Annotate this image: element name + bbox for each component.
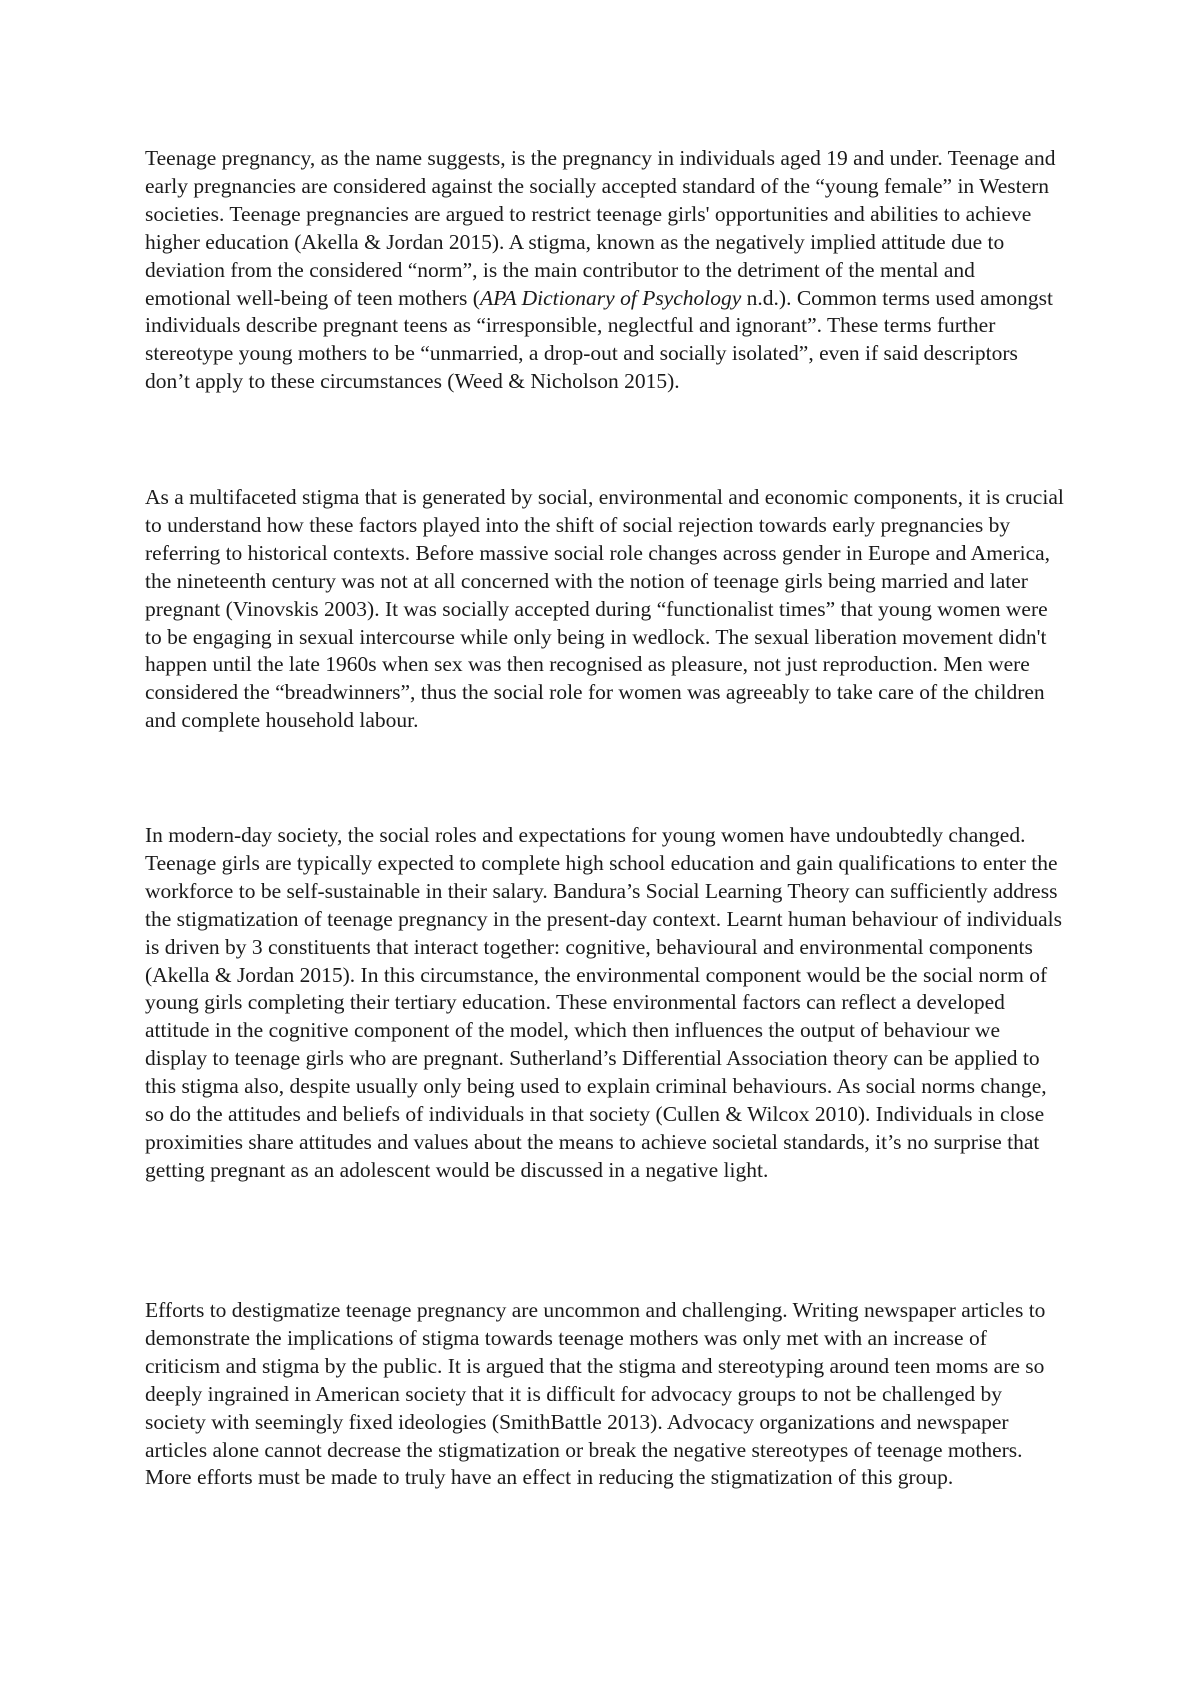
paragraph-3: In modern-day society, the social roles and expectations for young women have undoubtedly changed. Teenage girls are typically expected to complete high school education and gain qualifications to enter the workforce to be self-sustainable in their salary. Bandura’s Social Learning Theory can sufficiently address the stigmatization of teenage pregnancy in the present-day context. Learnt human behaviour of individuals is driven by 3 constituents that interact together: cognitive, behavioural and environmental components (Akella & Jordan 2015). In this circumstance, the environmental component would be the social norm of young girls completing their tertiary education. These environmental factors can reflect a developed attitude in the cognitive component of the model, which then influences the output of behaviour we display to teenage girls who are pregnant. Sutherland’s Differential Association theory can be applied to this stigma also, despite usually only being used to explain criminal behaviours. As social norms change, so do the attitudes and beliefs of individuals in that society (Cullen & Wilcox 2010). Individuals in close proximities share attitudes and values about the means to achieve societal standards, it’s no surprise that getting pregnant as an adolescent would be discussed in a negative light. xyxy=(145,823,1063,1182)
paragraph-4: Efforts to destigmatize teenage pregnancy are uncommon and challenging. Writing newspaper articles to demonstrate the implications of stigma towards teenage mothers was only met with an increase of criticism and stigma by the public. It is argued that the stigma and stereotyping around teen moms are so deeply ingrained in American society that it is difficult for advocacy groups to not be challenged by society with seemingly fixed ideologies (SmithBattle 2013). Advocacy organizations and newspaper articles alone cannot decrease the stigmatization or break the negative stereotypes of teenage mothers. More efforts must be made to truly have an effect in reducing the stigmatization of this group. xyxy=(145,1298,1046,1490)
paragraph-1 xyxy=(145,145,1065,396)
paragraph-2: As a multifaceted stigma that is generated by social, environmental and economic components, it is crucial to understand how these factors played into the shift of social rejection towards early pregnancies by referring to historical contexts. Before massive social role changes across gender in Europe and America, the nineteenth century was not at all concerned with the notion of teenage girls being married and later pregnant (Vinovskis 2003). It was socially accepted during “functionalist times” that young women were to be engaging in sexual intercourse while only being in wedlock. The sexual liberation movement didn't happen until the late 1960s when sex was then recognised as pleasure, not just reproduction. Men were considered the “breadwinners”, thus the social role for women was agreeably to take care of the children and complete household labour. xyxy=(145,485,1064,733)
paragraph-1-text-end: n.d.). Common terms used amongst individuals describe pregnant teens as “irresponsible, neglectful and ignorant”. These terms further stereotype young mothers to be “unmarried, a drop-out and socially isolated”, even if said descriptors don’t apply to these circumstances (Weed & Nicholson 2015). xyxy=(145,285,1054,394)
paragraph-1-italic-citation: APA Dictionary of Psychology xyxy=(479,285,742,310)
paragraph-1-text-start: Teenage pregnancy, as the name suggests, is the pregnancy in individuals aged 19 and under. Teenage and early pregnancies are considered against the socially accepted standard of the “young female” in Western societies. Teenage pregnancies are argued to restrict teenage girls' opportunities and abilities to achieve higher education (Akella & Jordan 2015). A stigma, known as the negatively implied attitude due to deviation from the considered “norm”, is the main contributor to the detriment of the mental and emotional well-being of teen mothers ( xyxy=(145,146,1056,310)
